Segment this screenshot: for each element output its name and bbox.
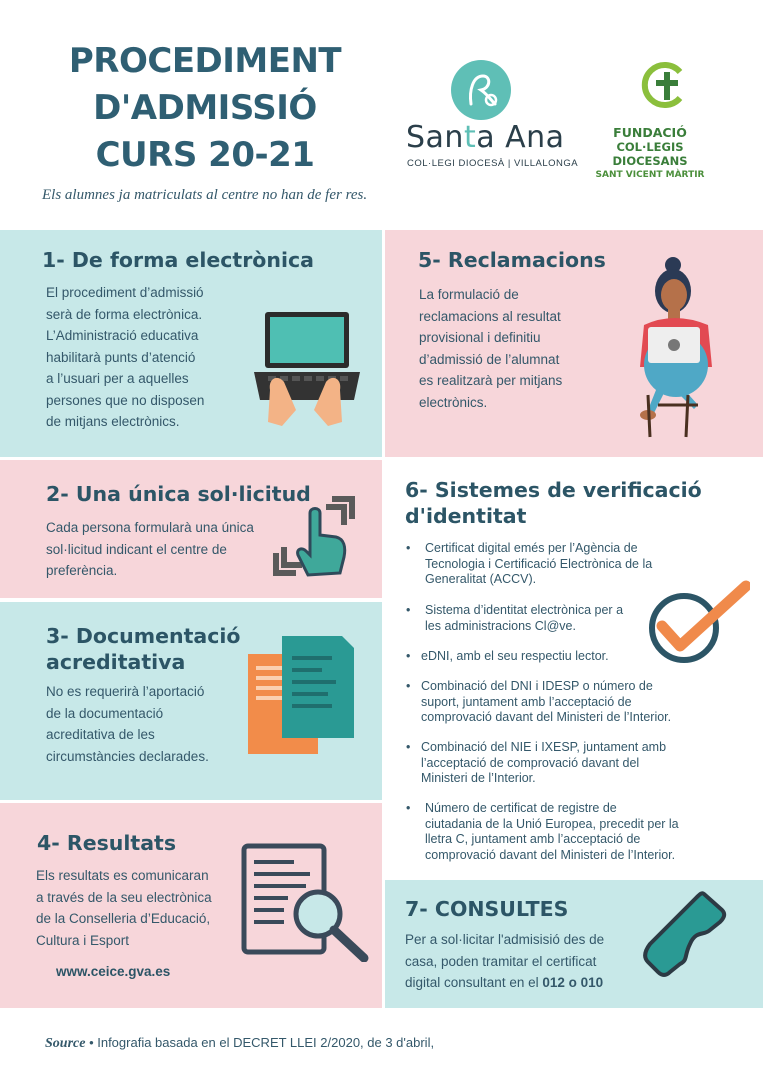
section-5-title: 5- Reclamacions: [418, 248, 606, 272]
section-7-title: 7- CONSULTES: [405, 897, 569, 921]
woman-laptop-icon: [628, 255, 723, 440]
fundacio-logo-icon: [640, 60, 690, 110]
fundacio-text: FUNDACIÓ COL·LEGIS DIOCESANS SANT VICENT MÀRTIR: [595, 125, 705, 180]
section-5-text: La formulació de reclamacions al resultat provisional i definitiu d’admissió de l’alumnat es realitzarà per mitjans electrònics.: [419, 287, 563, 410]
page-title: [40, 38, 370, 179]
section-1-text: El procediment d’admissió serà de forma electrònica. L’Administració educativa habilitarà punts d’atenció a l’usuari per a aquelles persones que no disposen de mitjans electrònics.: [46, 285, 205, 429]
section-4-title: 4- Resultats: [37, 831, 177, 855]
section-1-title: 1- De forma electrònica: [42, 248, 314, 272]
phone-icon: [642, 890, 732, 985]
santa-ana-name: Santa Ana: [406, 120, 565, 155]
section-3-title: 3- Documentació acreditativa: [46, 624, 241, 674]
source-note: Source • Infografia basada en el DECRET LLEI 2/2020, de 3 d'abril,: [45, 1035, 435, 1051]
document-search-icon: [240, 842, 370, 962]
touch-gesture-icon: [272, 495, 357, 580]
documents-icon: [248, 636, 356, 756]
title-line-2: D'ADMISSIÓ: [93, 88, 317, 128]
verification-item-1: • Certificat digital emés per l’Agència de Tecnologia i Certificació Electrònica de la Generalitat (ACCV).: [406, 541, 653, 586]
ceice-link[interactable]: www.ceice.gva.es: [56, 964, 171, 979]
section-2-text: Cada persona formularà una única sol·licitud indicant el centre de preferència.: [46, 520, 254, 578]
verification-item-2: • Sistema d’identitat electrònica per a les administracions Cl@ve.: [406, 603, 624, 633]
laptop-icon: [250, 310, 360, 430]
santa-ana-logo-icon: [451, 60, 511, 120]
section-7-text: Per a sol·licitar l'admisisió des de casa, poden tramitar el certificat digital consultant en el 012 o 010: [405, 932, 605, 990]
verification-item-4: • Combinació del DNI i IDESP o número de suport, juntament amb l’acceptació de comprovació davant del Ministeri de l’Interior.: [406, 679, 672, 724]
santa-ana-subtitle: COL·LEGI DIOCESÀ | VILLALONGA: [407, 158, 579, 169]
intro-note: Els alumnes ja matriculats al centre no han de fer res.: [42, 187, 368, 203]
verification-item-6: • Número de certificat de registre de ciutadania de la Unió Europea, precedit per la lletra C, juntament amb l’acceptació de comprovació davant del Ministeri de l’Interior.: [406, 801, 679, 862]
title-line-3: CURS 20-21: [95, 135, 315, 175]
section-6-title: 6- Sistemes de verificació d'identitat: [405, 478, 702, 528]
title-line-1: PROCEDIMENT: [68, 41, 342, 81]
section-2-title: 2- Una única sol·licitud: [46, 482, 311, 506]
verification-item-5: • Combinació del NIE i IXESP, juntament amb l’acceptació de comprovació davant del Ministeri de l’Interior.: [406, 740, 667, 785]
section-3-text: No es requerirà l’aportació de la documentació acreditativa de les circumstàncies declarades.: [46, 684, 209, 764]
verification-item-3: • eDNI, amb el seu respectiu lector.: [406, 649, 609, 663]
section-4-text: Els resultats es comunicaran a través de la seu electrònica de la Conselleria d’Educació, Cultura i Esport: [36, 868, 212, 948]
